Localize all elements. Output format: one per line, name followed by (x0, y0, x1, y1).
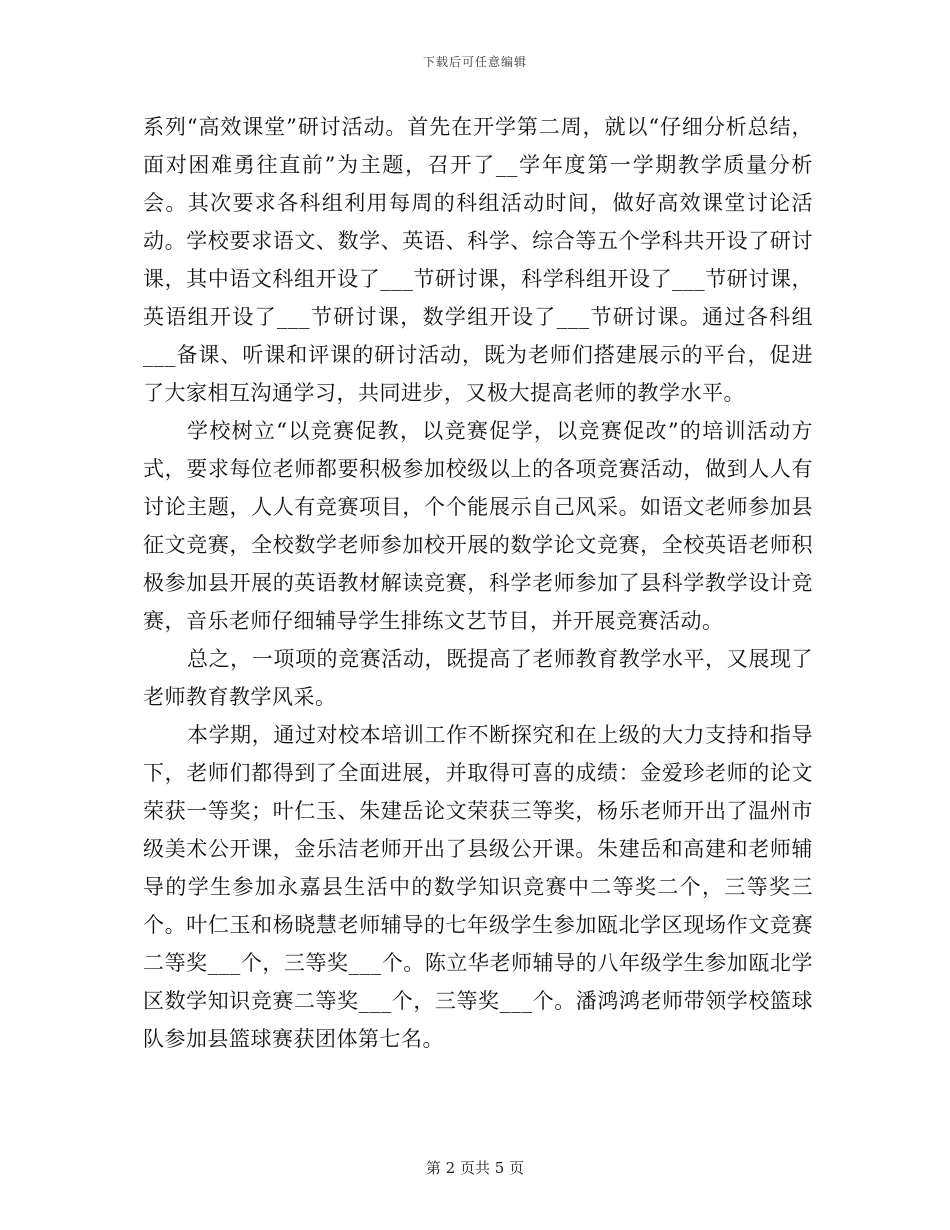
paragraph-2: 学校树立“以竞赛促教，以竞赛促学，以竞赛促改”的培训活动方式，要求每位老师都要积极参加校级以上的各项竞赛活动，做到人人有讨论主题，人人有竞赛项目，个个能展示自己风采。如语文老师参加县征文竞赛，全校数学老师参加校开展的数学论文竞赛，全校英语老师积极参加县开展的英语教材解读竞赛，科学老师参加了县科学教学设计竞赛，音乐老师仔细辅导学生排练文艺节目，并开展竞赛活动。 (143, 419, 813, 633)
paragraph-4: 本学期，通过对校本培训工作不断探究和在上级的大力支持和指导下，老师们都得到了全面进展，并取得可喜的成绩：金爱珍老师的论文荣获一等奖；叶仁玉、朱建岳论文荣获三等奖，杨乐老师开出了温州市级美术公开课，金乐洁老师开出了县级公开课。朱建岳和高建和老师辅导的学生参加永嘉县生活中的数学知识竞赛中二等奖二个，三等奖三个。叶仁玉和杨晓慧老师辅导的七年级学生参加瓯北学区现场作文竞赛二等奖___个，三等奖___个。陈立华老师辅导的八年级学生参加瓯北学区数学知识竞赛二等奖___个，三等奖___个。潘鸿鸿老师带领学校篮球队参加县篮球赛获团体第七名。 (143, 723, 813, 1051)
page-header: 下载后可任意编辑 (422, 55, 527, 69)
document-body (143, 108, 813, 1058)
paragraph-1: 系列“高效课堂”研讨活动。首先在开学第二周，就以“仔细分析总结，面对困难勇往直前”为主题，召开了__学年度第一学期教学质量分析会。其次要求各科组利用每周的科组活动时间，做好高效课堂讨论活动。学校要求语文、数学、英语、科学、综合等五个学科共开设了研讨课，其中语文科组开设了___节研讨课，科学科组开设了___节研讨课，英语组开设了___节研讨课，数学组开设了___节研讨课。通过各科组___备课、听课和评课的研讨活动，既为老师们搭建展示的平台，促进了大家相互沟通学习，共同进步，又极大提高老师的教学水平。 (143, 115, 813, 405)
page-number: 第 2 页共 5 页 (425, 1159, 525, 1177)
paragraph-3: 总之，一项项的竞赛活动，既提高了老师教育教学水平，又展现了老师教育教学风采。 (143, 647, 813, 709)
